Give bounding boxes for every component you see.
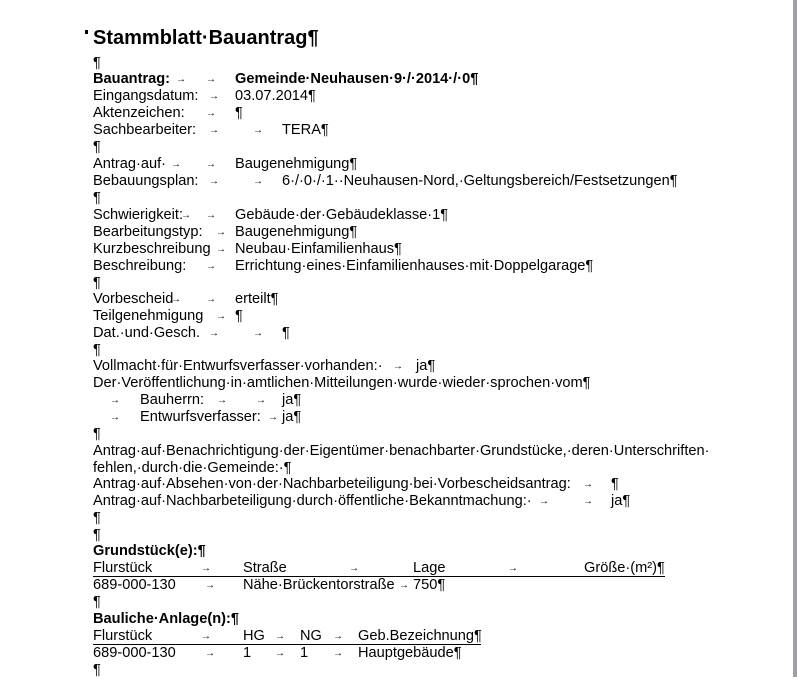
field-label: Beschreibung: bbox=[93, 258, 187, 274]
field-value: ¶ bbox=[235, 308, 243, 324]
empty-paragraph: ¶ bbox=[93, 55, 101, 71]
tab-arrow-icon: → bbox=[393, 361, 403, 372]
field-label: Kurzbeschreibung bbox=[93, 241, 211, 257]
tab-arrow-icon: → bbox=[171, 159, 181, 170]
field-label: Sachbearbeiter: bbox=[93, 122, 197, 138]
field-bebauungsplan bbox=[93, 173, 693, 190]
header-bauantrag bbox=[93, 71, 693, 88]
table-cell: 689-000-130 bbox=[93, 645, 176, 661]
field-bekanntmachung bbox=[93, 493, 713, 510]
table-cell: 1 bbox=[243, 645, 252, 661]
grundstuecke-header-row bbox=[93, 560, 673, 577]
field-label: Bebauungsplan: bbox=[93, 173, 199, 189]
field-label: Teilgenehmigung bbox=[93, 308, 204, 324]
empty-paragraph: ¶ bbox=[93, 275, 101, 291]
field-value: Baugenehmigung¶ bbox=[235, 224, 358, 240]
tab-arrow-icon: → bbox=[349, 563, 359, 574]
tab-arrow-icon: → bbox=[253, 176, 263, 187]
field-entwurfsverfasser bbox=[93, 409, 693, 426]
table-row bbox=[93, 577, 673, 594]
tab-arrow-icon: → bbox=[253, 328, 263, 339]
tab-arrow-icon: → bbox=[206, 74, 216, 85]
tab-arrow-icon: → bbox=[275, 631, 285, 642]
tab-arrow-icon: → bbox=[508, 563, 518, 574]
tab-arrow-icon: → bbox=[171, 294, 181, 305]
column-header: Lage bbox=[413, 560, 446, 576]
column-header: Größe·(m²)¶ bbox=[584, 560, 665, 576]
field-label: Vollmacht·für·Entwurfsverfasser·vorhanden:· bbox=[93, 358, 383, 374]
empty-paragraph: ¶ bbox=[93, 190, 101, 206]
tab-arrow-icon: → bbox=[110, 412, 120, 423]
field-label: Antrag·auf·Absehen·von·der·Nachbarbeteiligung·bei·Vorbescheidsantrag: bbox=[93, 476, 571, 492]
tab-arrow-icon: → bbox=[399, 580, 409, 591]
benachrichtigung-line2: fehlen,·durch·die·Gemeinde:·¶ bbox=[93, 460, 292, 476]
field-bearbeitungstyp bbox=[93, 224, 693, 241]
tab-arrow-icon: → bbox=[256, 395, 266, 406]
tab-arrow-icon: → bbox=[268, 412, 278, 423]
column-header: Flurstück bbox=[93, 628, 153, 644]
grundstuecke-heading: Grundstück(e):¶ bbox=[93, 543, 206, 559]
tab-arrow-icon: → bbox=[583, 496, 593, 507]
bauantrag-label: Bauantrag: bbox=[93, 71, 171, 87]
field-label: Vorbescheid bbox=[93, 291, 174, 307]
field-label: Eingangsdatum: bbox=[93, 88, 199, 104]
field-value: ja¶ bbox=[282, 392, 302, 408]
tab-arrow-icon: → bbox=[209, 328, 219, 339]
field-value: ¶ bbox=[611, 476, 619, 492]
table-cell: 689-000-130 bbox=[93, 577, 176, 593]
tab-arrow-icon: → bbox=[583, 479, 593, 490]
field-value: 03.07.2014¶ bbox=[235, 88, 316, 104]
table-row bbox=[93, 645, 493, 662]
tab-arrow-icon: → bbox=[206, 210, 216, 221]
field-antrag-auf bbox=[93, 156, 693, 173]
tab-arrow-icon: → bbox=[209, 176, 219, 187]
field-absehen bbox=[93, 476, 713, 493]
tab-arrow-icon: → bbox=[201, 631, 211, 642]
tab-arrow-icon: → bbox=[205, 580, 215, 591]
field-label: Bearbeitungstyp: bbox=[93, 224, 203, 240]
tab-arrow-icon: → bbox=[253, 125, 263, 136]
field-label: Entwurfsverfasser: bbox=[140, 409, 261, 425]
column-header: Geb.Bezeichnung¶ bbox=[358, 628, 482, 644]
field-kurzbeschreibung bbox=[93, 241, 693, 258]
field-value: erteilt¶ bbox=[235, 291, 279, 307]
field-value: Baugenehmigung¶ bbox=[235, 156, 358, 172]
table-cell: Hauptgebäude¶ bbox=[358, 645, 462, 661]
field-sachbearbeiter bbox=[93, 122, 693, 139]
field-label: Bauherrn: bbox=[140, 392, 205, 408]
tab-arrow-icon: → bbox=[206, 261, 216, 272]
anlagen-header-row bbox=[93, 628, 493, 645]
tab-arrow-icon: → bbox=[539, 496, 549, 507]
veroeffentlichung-text: Der·Veröffentlichung·in·amtlichen·Mitteilungen·wurde·wieder·sprochen·vom¶ bbox=[93, 375, 591, 391]
paragraph-mark-marker bbox=[85, 30, 88, 34]
field-value: Neubau·Einfamilienhaus¶ bbox=[235, 241, 402, 257]
empty-paragraph: ¶ bbox=[93, 662, 101, 678]
tab-arrow-icon: → bbox=[217, 395, 227, 406]
field-value: ¶ bbox=[282, 325, 290, 341]
field-label: Antrag·auf·Nachbarbeteiligung·durch·öffentliche·Bekanntmachung:· bbox=[93, 493, 532, 509]
tab-arrow-icon: → bbox=[333, 631, 343, 642]
tab-arrow-icon: → bbox=[206, 159, 216, 170]
field-value: ¶ bbox=[235, 105, 243, 121]
field-value: ja¶ bbox=[611, 493, 631, 509]
empty-paragraph: ¶ bbox=[93, 342, 101, 358]
field-vollmacht bbox=[93, 358, 693, 375]
empty-paragraph: ¶ bbox=[93, 594, 101, 610]
tab-arrow-icon: → bbox=[206, 108, 216, 119]
field-eingangsdatum bbox=[93, 88, 693, 105]
field-value: Errichtung·eines·Einfamilienhauses·mit·Doppelgarage¶ bbox=[235, 258, 594, 274]
table-cell: 1 bbox=[300, 645, 309, 661]
document-title: Stammblatt·Bauantrag¶ bbox=[93, 27, 319, 49]
field-bauherrn bbox=[93, 392, 693, 409]
bauantrag-value: Gemeinde·Neuhausen·9·/·2014·/·0¶ bbox=[235, 71, 479, 87]
tab-arrow-icon: → bbox=[275, 648, 285, 659]
column-header: Straße bbox=[243, 560, 287, 576]
benachrichtigung-line1: Antrag·auf·Benachrichtigung·der·Eigentümer·benachbarter·Grundstücke,·deren·Unterschriften· bbox=[93, 443, 710, 459]
tab-arrow-icon: → bbox=[205, 648, 215, 659]
tab-arrow-icon: → bbox=[206, 294, 216, 305]
field-label: Schwierigkeit: bbox=[93, 207, 184, 223]
table-cell: 750¶ bbox=[413, 577, 446, 593]
field-teilgenehmigung bbox=[93, 308, 693, 325]
field-beschreibung bbox=[93, 258, 693, 275]
table-cell: Nähe·Brückentorstraße bbox=[243, 577, 395, 593]
field-vorbescheid bbox=[93, 291, 693, 308]
empty-paragraph: ¶ bbox=[93, 139, 101, 155]
column-header: NG bbox=[300, 628, 322, 644]
field-label: Antrag·auf· bbox=[93, 156, 167, 172]
tab-arrow-icon: → bbox=[176, 74, 186, 85]
tab-arrow-icon: → bbox=[333, 648, 343, 659]
field-dat-und-gesch bbox=[93, 325, 693, 342]
empty-paragraph: ¶ bbox=[93, 527, 101, 543]
tab-arrow-icon: → bbox=[209, 125, 219, 136]
empty-paragraph: ¶ bbox=[93, 510, 101, 526]
field-label: Dat.·und·Gesch. bbox=[93, 325, 201, 341]
field-schwierigkeit bbox=[93, 207, 693, 224]
field-aktenzeichen bbox=[93, 105, 693, 122]
field-label: Aktenzeichen: bbox=[93, 105, 185, 121]
field-value: Gebäude·der·Gebäudeklasse·1¶ bbox=[235, 207, 449, 223]
field-value: ja¶ bbox=[282, 409, 302, 425]
field-value: TERA¶ bbox=[282, 122, 329, 138]
anlagen-heading: Bauliche·Anlage(n):¶ bbox=[93, 611, 239, 627]
field-value: 6·/·0·/·1··Neuhausen-Nord,·Geltungsbereich/Festsetzungen¶ bbox=[282, 173, 678, 189]
tab-arrow-icon: → bbox=[110, 395, 120, 406]
tab-arrow-icon: → bbox=[201, 563, 211, 574]
tab-arrow-icon: → bbox=[216, 311, 226, 322]
tab-arrow-icon: → bbox=[181, 210, 191, 221]
field-value: ja¶ bbox=[416, 358, 436, 374]
tab-arrow-icon: → bbox=[216, 227, 226, 238]
column-header: Flurstück bbox=[93, 560, 153, 576]
empty-paragraph: ¶ bbox=[93, 426, 101, 442]
column-header: HG bbox=[243, 628, 265, 644]
tab-arrow-icon: → bbox=[209, 91, 219, 102]
tab-arrow-icon: → bbox=[216, 244, 226, 255]
page-edge-scrollbar bbox=[793, 0, 797, 677]
